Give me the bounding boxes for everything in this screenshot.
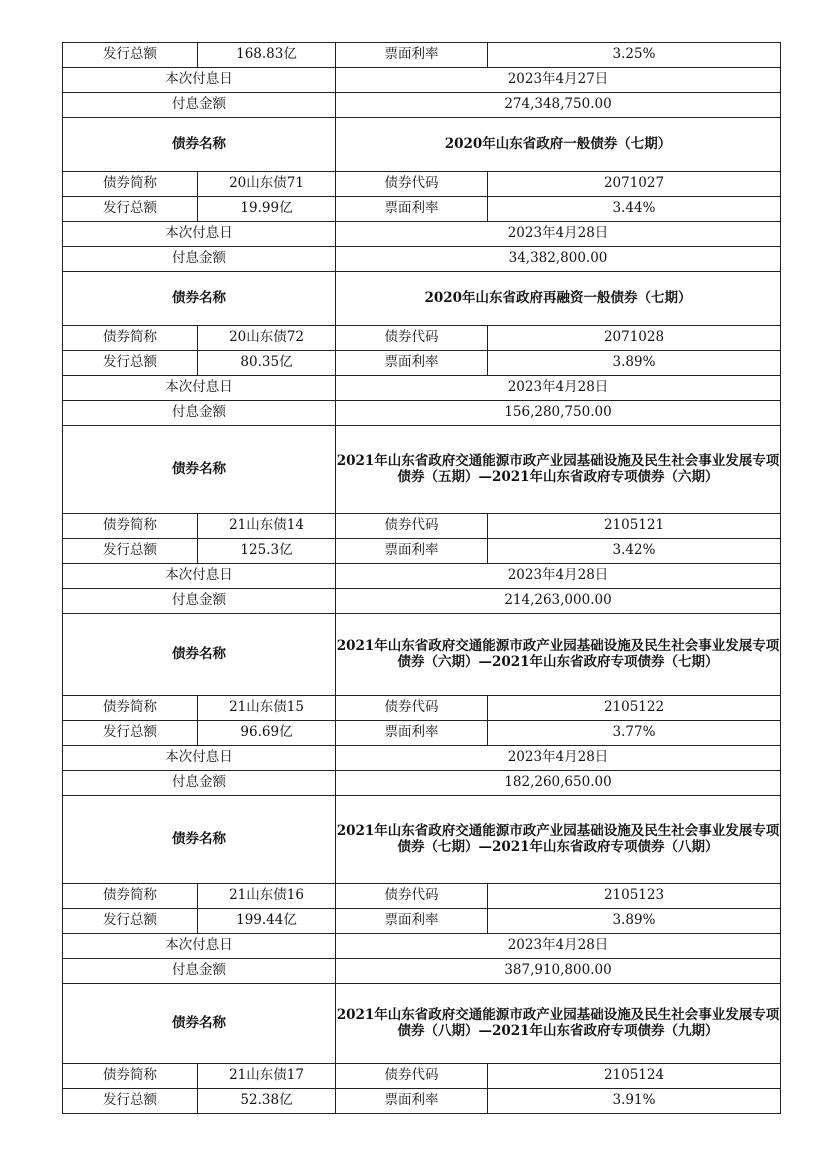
- bond-name-value: 2021年山东省政府交通能源市政产业园基础设施及民生社会事业发展专项债券（六期）—2021年山东省政府专项债券（七期）: [336, 614, 781, 696]
- coupon-rate-value: 3.77%: [488, 721, 781, 746]
- issue-amount-value: 52.38亿: [198, 1089, 336, 1114]
- issue-amount-label: 发行总额: [63, 721, 198, 746]
- coupon-rate-value: 3.91%: [488, 1089, 781, 1114]
- bond-name-value: 2021年山东省政府交通能源市政产业园基础设施及民生社会事业发展专项债券（五期）—2021年山东省政府专项债券（六期）: [336, 426, 781, 514]
- bond-name-label: 债券名称: [63, 426, 336, 514]
- table-row: [63, 43, 781, 68]
- coupon-rate-label: 票面利率: [336, 351, 488, 376]
- payment-date-value: 2023年4月28日: [336, 564, 781, 589]
- bond-code-value: 2071028: [488, 326, 781, 351]
- payment-amount-label: 付息金额: [63, 401, 336, 426]
- bond-code-value: 2105121: [488, 514, 781, 539]
- table-row: [63, 93, 781, 118]
- coupon-rate-label: 票面利率: [336, 721, 488, 746]
- bond-code-label: 债券代码: [336, 172, 488, 197]
- payment-amount-label: 付息金额: [63, 93, 336, 118]
- issue-amount-label: 发行总额: [63, 197, 198, 222]
- short-name-value: 20山东债72: [198, 326, 336, 351]
- bond-name-value: 2020年山东省政府再融资一般债券（七期）: [336, 272, 781, 326]
- issue-amount-value: 199.44亿: [198, 909, 336, 934]
- coupon-rate-label: 票面利率: [336, 43, 488, 68]
- table-row: [63, 514, 781, 539]
- table-row: [63, 118, 781, 172]
- payment-amount-label: 付息金额: [63, 771, 336, 796]
- short-name-label: 债券简称: [63, 514, 198, 539]
- table-row: [63, 984, 781, 1064]
- issue-amount-label: 发行总额: [63, 1089, 198, 1114]
- issue-amount-value: 168.83亿: [198, 43, 336, 68]
- bond-name-label: 债券名称: [63, 614, 336, 696]
- short-name-label: 债券简称: [63, 884, 198, 909]
- bond-code-label: 债券代码: [336, 1064, 488, 1089]
- coupon-rate-label: 票面利率: [336, 539, 488, 564]
- table-row: [63, 376, 781, 401]
- table-row: [63, 721, 781, 746]
- payment-date-value: 2023年4月28日: [336, 934, 781, 959]
- table-row: [63, 959, 781, 984]
- bond-code-label: 债券代码: [336, 884, 488, 909]
- payment-amount-value: 34,382,800.00: [336, 247, 781, 272]
- payment-date-label: 本次付息日: [63, 68, 336, 93]
- table-row: [63, 351, 781, 376]
- bond-name-label: 债券名称: [63, 272, 336, 326]
- table-row: [63, 564, 781, 589]
- payment-amount-value: 214,263,000.00: [336, 589, 781, 614]
- short-name-value: 21山东债17: [198, 1064, 336, 1089]
- table-row: [63, 272, 781, 326]
- issue-amount-value: 80.35亿: [198, 351, 336, 376]
- payment-date-label: 本次付息日: [63, 376, 336, 401]
- coupon-rate-label: 票面利率: [336, 1089, 488, 1114]
- coupon-rate-value: 3.44%: [488, 197, 781, 222]
- bond-code-label: 债券代码: [336, 326, 488, 351]
- issue-amount-label: 发行总额: [63, 351, 198, 376]
- payment-amount-value: 182,260,650.00: [336, 771, 781, 796]
- bond-name-label: 债券名称: [63, 118, 336, 172]
- bond-name-value: 2021年山东省政府交通能源市政产业园基础设施及民生社会事业发展专项债券（八期）—2021年山东省政府专项债券（九期）: [336, 984, 781, 1064]
- coupon-rate-label: 票面利率: [336, 197, 488, 222]
- payment-date-label: 本次付息日: [63, 746, 336, 771]
- table-row: [63, 172, 781, 197]
- payment-date-value: 2023年4月28日: [336, 222, 781, 247]
- table-row: [63, 909, 781, 934]
- short-name-label: 债券简称: [63, 172, 198, 197]
- bond-interest-table: [62, 42, 781, 1114]
- issue-amount-label: 发行总额: [63, 539, 198, 564]
- table-row: [63, 934, 781, 959]
- table-row: [63, 771, 781, 796]
- short-name-value: 21山东债16: [198, 884, 336, 909]
- table-row: [63, 1089, 781, 1114]
- short-name-value: 20山东债71: [198, 172, 336, 197]
- payment-amount-value: 387,910,800.00: [336, 959, 781, 984]
- table-row: [63, 326, 781, 351]
- table-row: [63, 696, 781, 721]
- payment-date-value: 2023年4月28日: [336, 746, 781, 771]
- table-row: [63, 746, 781, 771]
- short-name-label: 债券简称: [63, 326, 198, 351]
- table-row: [63, 68, 781, 93]
- table-row: [63, 247, 781, 272]
- bond-code-value: 2105122: [488, 696, 781, 721]
- coupon-rate-value: 3.89%: [488, 351, 781, 376]
- payment-amount-value: 274,348,750.00: [336, 93, 781, 118]
- table-row: [63, 884, 781, 909]
- issue-amount-label: 发行总额: [63, 909, 198, 934]
- coupon-rate-label: 票面利率: [336, 909, 488, 934]
- payment-date-label: 本次付息日: [63, 934, 336, 959]
- payment-date-label: 本次付息日: [63, 222, 336, 247]
- short-name-value: 21山东债14: [198, 514, 336, 539]
- table-row: [63, 197, 781, 222]
- short-name-label: 债券简称: [63, 696, 198, 721]
- bond-code-value: 2105124: [488, 1064, 781, 1089]
- table-row: [63, 589, 781, 614]
- issue-amount-label: 发行总额: [63, 43, 198, 68]
- bond-name-label: 债券名称: [63, 796, 336, 884]
- bond-code-value: 2105123: [488, 884, 781, 909]
- coupon-rate-value: 3.89%: [488, 909, 781, 934]
- bond-code-label: 债券代码: [336, 696, 488, 721]
- bond-name-value: 2021年山东省政府交通能源市政产业园基础设施及民生社会事业发展专项债券（七期）—2021年山东省政府专项债券（八期）: [336, 796, 781, 884]
- payment-date-label: 本次付息日: [63, 564, 336, 589]
- issue-amount-value: 125.3亿: [198, 539, 336, 564]
- bond-name-value: 2020年山东省政府一般债券（七期）: [336, 118, 781, 172]
- bond-name-label: 债券名称: [63, 984, 336, 1064]
- payment-amount-label: 付息金额: [63, 959, 336, 984]
- payment-date-value: 2023年4月28日: [336, 376, 781, 401]
- table-row: [63, 1064, 781, 1089]
- bond-code-label: 债券代码: [336, 514, 488, 539]
- bond-code-value: 2071027: [488, 172, 781, 197]
- short-name-label: 债券简称: [63, 1064, 198, 1089]
- payment-amount-label: 付息金额: [63, 247, 336, 272]
- table-row: [63, 426, 781, 514]
- table-row: [63, 539, 781, 564]
- coupon-rate-value: 3.25%: [488, 43, 781, 68]
- payment-amount-label: 付息金额: [63, 589, 336, 614]
- issue-amount-value: 96.69亿: [198, 721, 336, 746]
- payment-amount-value: 156,280,750.00: [336, 401, 781, 426]
- table-row: [63, 614, 781, 696]
- payment-date-value: 2023年4月27日: [336, 68, 781, 93]
- table-row: [63, 796, 781, 884]
- table-row: [63, 222, 781, 247]
- short-name-value: 21山东债15: [198, 696, 336, 721]
- coupon-rate-value: 3.42%: [488, 539, 781, 564]
- issue-amount-value: 19.99亿: [198, 197, 336, 222]
- table-row: [63, 401, 781, 426]
